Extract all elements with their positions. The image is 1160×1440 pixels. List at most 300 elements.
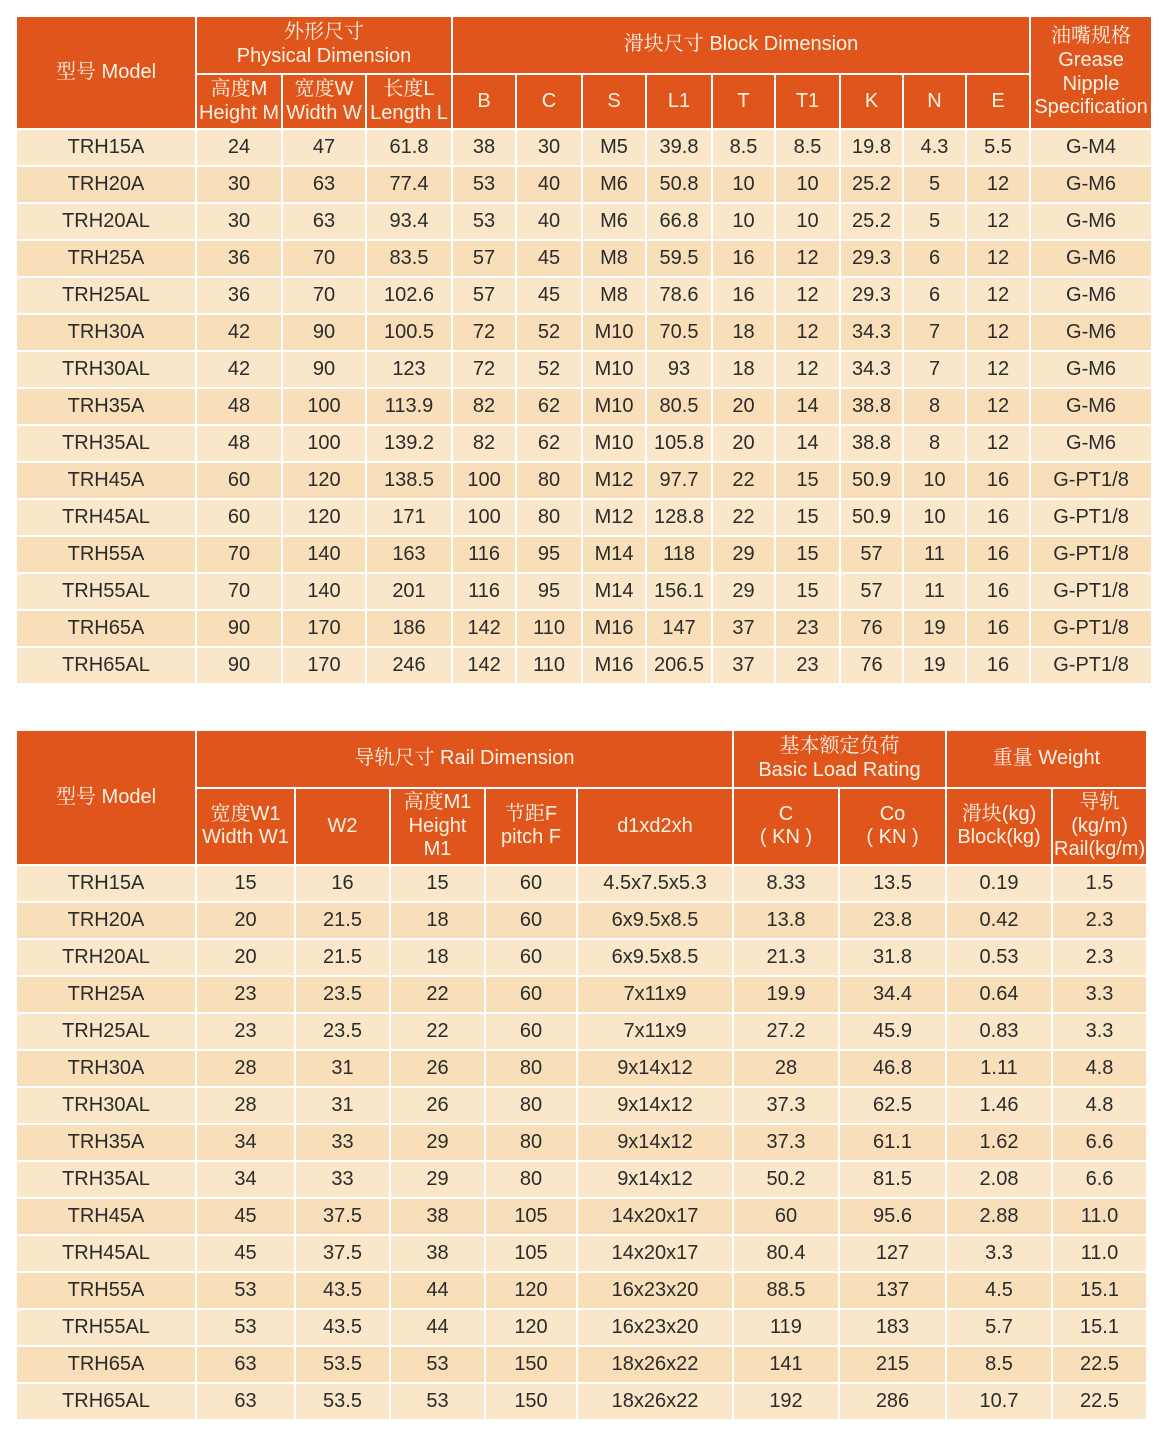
t1-physical-group-zh: 外形尺寸 bbox=[284, 21, 364, 44]
model-cell: TRH45A bbox=[16, 462, 196, 499]
value-cell: 45 bbox=[196, 1198, 295, 1235]
rail-dimension-table bbox=[15, 729, 1148, 1421]
value-cell: 116 bbox=[452, 536, 516, 573]
value-cell: 6 bbox=[903, 240, 966, 277]
value-cell: 90 bbox=[282, 351, 366, 388]
value-cell: 123 bbox=[366, 351, 452, 388]
value-cell: 110 bbox=[516, 610, 582, 647]
value-cell: 62 bbox=[516, 388, 582, 425]
value-cell: G-M6 bbox=[1030, 240, 1152, 277]
value-cell: M12 bbox=[582, 462, 646, 499]
value-cell: 82 bbox=[452, 425, 516, 462]
value-cell: 0.83 bbox=[946, 1013, 1052, 1050]
value-cell: G-PT1/8 bbox=[1030, 536, 1152, 573]
value-cell: 16 bbox=[966, 536, 1030, 573]
value-cell: 20 bbox=[196, 902, 295, 939]
model-cell: TRH30A bbox=[16, 314, 196, 351]
t2-col-rail-kgm: 导轨(kg/m) Rail(kg/m) bbox=[1052, 788, 1147, 865]
value-cell: 34 bbox=[196, 1124, 295, 1161]
t2-col-pitch-f: 节距F pitch F bbox=[485, 788, 577, 865]
value-cell: 43.5 bbox=[295, 1272, 390, 1309]
value-cell: 22.5 bbox=[1052, 1346, 1147, 1383]
value-cell: 80.4 bbox=[733, 1235, 839, 1272]
value-cell: 1.46 bbox=[946, 1087, 1052, 1124]
value-cell: 31 bbox=[295, 1050, 390, 1087]
value-cell: 140 bbox=[282, 536, 366, 573]
t1-col-l1: L1 bbox=[646, 74, 712, 129]
value-cell: 2.3 bbox=[1052, 939, 1147, 976]
table-row bbox=[16, 976, 1147, 1013]
value-cell: 53 bbox=[390, 1346, 485, 1383]
value-cell: 70.5 bbox=[646, 314, 712, 351]
value-cell: 171 bbox=[366, 499, 452, 536]
value-cell: 34.3 bbox=[840, 351, 903, 388]
value-cell: 63 bbox=[196, 1383, 295, 1420]
t1-col-s: S bbox=[582, 74, 646, 129]
value-cell: 18x26x22 bbox=[577, 1346, 733, 1383]
value-cell: 21.3 bbox=[733, 939, 839, 976]
value-cell: 37.5 bbox=[295, 1235, 390, 1272]
value-cell: 53.5 bbox=[295, 1383, 390, 1420]
value-cell: 52 bbox=[516, 351, 582, 388]
value-cell: M10 bbox=[582, 425, 646, 462]
value-cell: M10 bbox=[582, 351, 646, 388]
value-cell: 37 bbox=[712, 610, 775, 647]
value-cell: 100 bbox=[282, 425, 366, 462]
value-cell: 45 bbox=[516, 277, 582, 314]
value-cell: G-M4 bbox=[1030, 129, 1152, 166]
value-cell: 70 bbox=[282, 277, 366, 314]
value-cell: 60 bbox=[485, 865, 577, 902]
value-cell: 18 bbox=[390, 939, 485, 976]
model-cell: TRH20AL bbox=[16, 203, 196, 240]
value-cell: 29 bbox=[390, 1161, 485, 1198]
value-cell: M12 bbox=[582, 499, 646, 536]
value-cell: 23 bbox=[775, 647, 840, 684]
model-cell: TRH30A bbox=[16, 1050, 196, 1087]
model-cell: TRH55A bbox=[16, 536, 196, 573]
value-cell: 70 bbox=[196, 536, 282, 573]
t1-header-group-row bbox=[16, 16, 1152, 74]
value-cell: 192 bbox=[733, 1383, 839, 1420]
value-cell: 14x20x17 bbox=[577, 1198, 733, 1235]
value-cell: 1.62 bbox=[946, 1124, 1052, 1161]
model-cell: TRH20A bbox=[16, 166, 196, 203]
value-cell: 0.53 bbox=[946, 939, 1052, 976]
value-cell: 95 bbox=[516, 536, 582, 573]
value-cell: 25.2 bbox=[840, 166, 903, 203]
value-cell: M10 bbox=[582, 314, 646, 351]
value-cell: 60 bbox=[485, 939, 577, 976]
value-cell: 120 bbox=[485, 1272, 577, 1309]
table-row bbox=[16, 314, 1152, 351]
value-cell: 23 bbox=[196, 1013, 295, 1050]
value-cell: G-PT1/8 bbox=[1030, 462, 1152, 499]
table-row bbox=[16, 573, 1152, 610]
value-cell: 60 bbox=[485, 1013, 577, 1050]
value-cell: 4.8 bbox=[1052, 1087, 1147, 1124]
value-cell: 19 bbox=[903, 647, 966, 684]
value-cell: 150 bbox=[485, 1383, 577, 1420]
value-cell: 6 bbox=[903, 277, 966, 314]
value-cell: 9x14x12 bbox=[577, 1087, 733, 1124]
value-cell: 37.3 bbox=[733, 1087, 839, 1124]
value-cell: 7 bbox=[903, 351, 966, 388]
value-cell: 139.2 bbox=[366, 425, 452, 462]
value-cell: 40 bbox=[516, 166, 582, 203]
value-cell: 53.5 bbox=[295, 1346, 390, 1383]
value-cell: 38 bbox=[390, 1198, 485, 1235]
value-cell: 24 bbox=[196, 129, 282, 166]
value-cell: 30 bbox=[196, 166, 282, 203]
t1-grease-zh: 油嘴规格 bbox=[1051, 25, 1132, 48]
value-cell: 10 bbox=[903, 462, 966, 499]
value-cell: 29.3 bbox=[840, 240, 903, 277]
value-cell: 137 bbox=[839, 1272, 946, 1309]
value-cell: 26 bbox=[390, 1087, 485, 1124]
t1-model-header: 型号 Model bbox=[16, 16, 196, 129]
value-cell: 16 bbox=[966, 647, 1030, 684]
t1-physical-group-en: Physical Dimension bbox=[236, 45, 412, 67]
value-cell: G-PT1/8 bbox=[1030, 573, 1152, 610]
t1-col-b: B bbox=[452, 74, 516, 129]
value-cell: 20 bbox=[196, 939, 295, 976]
value-cell: 147 bbox=[646, 610, 712, 647]
value-cell: 4.5 bbox=[946, 1272, 1052, 1309]
value-cell: 23 bbox=[196, 976, 295, 1013]
value-cell: 10 bbox=[712, 203, 775, 240]
value-cell: 8.5 bbox=[775, 129, 840, 166]
value-cell: 12 bbox=[966, 314, 1030, 351]
value-cell: 141 bbox=[733, 1346, 839, 1383]
value-cell: 45.9 bbox=[839, 1013, 946, 1050]
value-cell: 33 bbox=[295, 1124, 390, 1161]
model-cell: TRH30AL bbox=[16, 1087, 196, 1124]
value-cell: 18 bbox=[390, 902, 485, 939]
value-cell: 47 bbox=[282, 129, 366, 166]
value-cell: 21.5 bbox=[295, 902, 390, 939]
table-row bbox=[16, 536, 1152, 573]
value-cell: 16 bbox=[966, 610, 1030, 647]
value-cell: 127 bbox=[839, 1235, 946, 1272]
value-cell: 16 bbox=[712, 277, 775, 314]
value-cell: 6x9.5x8.5 bbox=[577, 902, 733, 939]
t1-col-t1: T1 bbox=[775, 74, 840, 129]
value-cell: 11 bbox=[903, 536, 966, 573]
model-cell: TRH25A bbox=[16, 240, 196, 277]
value-cell: 29.3 bbox=[840, 277, 903, 314]
model-cell: TRH55AL bbox=[16, 573, 196, 610]
value-cell: 3.3 bbox=[1052, 976, 1147, 1013]
value-cell: 1.11 bbox=[946, 1050, 1052, 1087]
value-cell: 183 bbox=[839, 1309, 946, 1346]
value-cell: 19.9 bbox=[733, 976, 839, 1013]
value-cell: 42 bbox=[196, 314, 282, 351]
value-cell: 82 bbox=[452, 388, 516, 425]
value-cell: 95 bbox=[516, 573, 582, 610]
value-cell: 61.8 bbox=[366, 129, 452, 166]
value-cell: 110 bbox=[516, 647, 582, 684]
value-cell: 53 bbox=[196, 1272, 295, 1309]
value-cell: 37.3 bbox=[733, 1124, 839, 1161]
value-cell: 53 bbox=[390, 1383, 485, 1420]
value-cell: 13.8 bbox=[733, 902, 839, 939]
model-cell: TRH25A bbox=[16, 976, 196, 1013]
value-cell: 5 bbox=[903, 203, 966, 240]
value-cell: 15 bbox=[775, 462, 840, 499]
value-cell: M6 bbox=[582, 203, 646, 240]
value-cell: 14 bbox=[775, 388, 840, 425]
t2-col-height-m1: 高度M1 Height M1 bbox=[390, 788, 485, 865]
table-row bbox=[16, 277, 1152, 314]
value-cell: 33 bbox=[295, 1161, 390, 1198]
value-cell: 8.5 bbox=[712, 129, 775, 166]
value-cell: 102.6 bbox=[366, 277, 452, 314]
value-cell: 28 bbox=[196, 1087, 295, 1124]
value-cell: 50.9 bbox=[840, 499, 903, 536]
value-cell: 93.4 bbox=[366, 203, 452, 240]
value-cell: 120 bbox=[282, 462, 366, 499]
value-cell: 76 bbox=[840, 647, 903, 684]
value-cell: 12 bbox=[966, 425, 1030, 462]
t2-col-block-kg: 滑块(kg) Block(kg) bbox=[946, 788, 1052, 865]
value-cell: 37.5 bbox=[295, 1198, 390, 1235]
value-cell: 97.7 bbox=[646, 462, 712, 499]
value-cell: 120 bbox=[282, 499, 366, 536]
table-row bbox=[16, 1198, 1147, 1235]
value-cell: 22 bbox=[390, 976, 485, 1013]
value-cell: 100 bbox=[452, 462, 516, 499]
table-row bbox=[16, 902, 1147, 939]
value-cell: 206.5 bbox=[646, 647, 712, 684]
value-cell: 19.8 bbox=[840, 129, 903, 166]
value-cell: 21.5 bbox=[295, 939, 390, 976]
value-cell: 119 bbox=[733, 1309, 839, 1346]
value-cell: 22 bbox=[712, 499, 775, 536]
value-cell: 60 bbox=[196, 462, 282, 499]
value-cell: 215 bbox=[839, 1346, 946, 1383]
value-cell: 8 bbox=[903, 425, 966, 462]
value-cell: 31.8 bbox=[839, 939, 946, 976]
value-cell: 113.9 bbox=[366, 388, 452, 425]
value-cell: 93 bbox=[646, 351, 712, 388]
value-cell: 150 bbox=[485, 1346, 577, 1383]
value-cell: 20 bbox=[712, 425, 775, 462]
value-cell: 34.4 bbox=[839, 976, 946, 1013]
value-cell: 8.33 bbox=[733, 865, 839, 902]
table-row bbox=[16, 939, 1147, 976]
t1-col-width-w: 宽度W Width W bbox=[282, 74, 366, 129]
table-row bbox=[16, 1309, 1147, 1346]
value-cell: 48 bbox=[196, 425, 282, 462]
model-cell: TRH30AL bbox=[16, 351, 196, 388]
value-cell: 16x23x20 bbox=[577, 1309, 733, 1346]
value-cell: M8 bbox=[582, 240, 646, 277]
value-cell: 72 bbox=[452, 314, 516, 351]
model-cell: TRH35A bbox=[16, 1124, 196, 1161]
value-cell: 142 bbox=[452, 647, 516, 684]
table-row bbox=[16, 203, 1152, 240]
value-cell: 19 bbox=[903, 610, 966, 647]
value-cell: 12 bbox=[966, 351, 1030, 388]
table-row bbox=[16, 425, 1152, 462]
t2-rail-dimension-group-header: 导轨尺寸 Rail Dimension bbox=[196, 730, 733, 788]
value-cell: G-M6 bbox=[1030, 203, 1152, 240]
value-cell: 16x23x20 bbox=[577, 1272, 733, 1309]
value-cell: 116 bbox=[452, 573, 516, 610]
model-cell: TRH25AL bbox=[16, 1013, 196, 1050]
t1-grease-en1: Grease Nipple bbox=[1058, 48, 1124, 95]
value-cell: 18 bbox=[712, 314, 775, 351]
value-cell: 81.5 bbox=[839, 1161, 946, 1198]
value-cell: 34 bbox=[196, 1161, 295, 1198]
value-cell: 62 bbox=[516, 425, 582, 462]
value-cell: 80 bbox=[485, 1050, 577, 1087]
value-cell: 70 bbox=[196, 573, 282, 610]
value-cell: 246 bbox=[366, 647, 452, 684]
model-cell: TRH15A bbox=[16, 865, 196, 902]
value-cell: 4.5x7.5x5.3 bbox=[577, 865, 733, 902]
model-cell: TRH65AL bbox=[16, 647, 196, 684]
table-row bbox=[16, 1013, 1147, 1050]
model-cell: TRH35A bbox=[16, 388, 196, 425]
value-cell: 39.8 bbox=[646, 129, 712, 166]
value-cell: 12 bbox=[966, 388, 1030, 425]
table-row bbox=[16, 462, 1152, 499]
value-cell: 60 bbox=[733, 1198, 839, 1235]
value-cell: 77.4 bbox=[366, 166, 452, 203]
value-cell: 10 bbox=[775, 166, 840, 203]
value-cell: 16 bbox=[295, 865, 390, 902]
value-cell: 15 bbox=[390, 865, 485, 902]
value-cell: 118 bbox=[646, 536, 712, 573]
value-cell: M16 bbox=[582, 610, 646, 647]
value-cell: 29 bbox=[712, 536, 775, 573]
block-dimension-table bbox=[15, 15, 1153, 685]
value-cell: M8 bbox=[582, 277, 646, 314]
table-row bbox=[16, 1235, 1147, 1272]
model-cell: TRH25AL bbox=[16, 277, 196, 314]
value-cell: 16 bbox=[966, 573, 1030, 610]
value-cell: G-M6 bbox=[1030, 314, 1152, 351]
value-cell: G-PT1/8 bbox=[1030, 647, 1152, 684]
table-row bbox=[16, 499, 1152, 536]
value-cell: 3.3 bbox=[946, 1235, 1052, 1272]
model-cell: TRH20A bbox=[16, 902, 196, 939]
t1-col-k: K bbox=[840, 74, 903, 129]
value-cell: 44 bbox=[390, 1272, 485, 1309]
t2-weight-group-header: 重量 Weight bbox=[946, 730, 1147, 788]
value-cell: 80 bbox=[485, 1124, 577, 1161]
value-cell: 27.2 bbox=[733, 1013, 839, 1050]
model-cell: TRH55A bbox=[16, 1272, 196, 1309]
t1-col-c: C bbox=[516, 74, 582, 129]
model-cell: TRH45AL bbox=[16, 1235, 196, 1272]
value-cell: 23.8 bbox=[839, 902, 946, 939]
value-cell: 16 bbox=[966, 499, 1030, 536]
value-cell: 14 bbox=[775, 425, 840, 462]
t2-col-co-kn: Co ( KN ) bbox=[839, 788, 946, 865]
value-cell: 12 bbox=[775, 277, 840, 314]
value-cell: 15 bbox=[775, 499, 840, 536]
value-cell: G-M6 bbox=[1030, 166, 1152, 203]
value-cell: 38 bbox=[390, 1235, 485, 1272]
t1-grease-nipple-header bbox=[1030, 16, 1152, 129]
value-cell: 53 bbox=[452, 166, 516, 203]
t2-model-header: 型号 Model bbox=[16, 730, 196, 865]
value-cell: M10 bbox=[582, 388, 646, 425]
value-cell: 105 bbox=[485, 1235, 577, 1272]
value-cell: G-M6 bbox=[1030, 277, 1152, 314]
model-cell: TRH15A bbox=[16, 129, 196, 166]
value-cell: 170 bbox=[282, 647, 366, 684]
value-cell: 26 bbox=[390, 1050, 485, 1087]
t2-load-group-en: Basic Load Rating bbox=[758, 759, 921, 781]
model-cell: TRH65A bbox=[16, 1346, 196, 1383]
value-cell: 7x11x9 bbox=[577, 976, 733, 1013]
model-cell: TRH45A bbox=[16, 1198, 196, 1235]
t2-basic-load-group-header bbox=[733, 730, 946, 788]
value-cell: 201 bbox=[366, 573, 452, 610]
value-cell: 186 bbox=[366, 610, 452, 647]
value-cell: 44 bbox=[390, 1309, 485, 1346]
value-cell: 80 bbox=[485, 1087, 577, 1124]
value-cell: 90 bbox=[196, 610, 282, 647]
value-cell: 138.5 bbox=[366, 462, 452, 499]
value-cell: 45 bbox=[196, 1235, 295, 1272]
value-cell: G-M6 bbox=[1030, 351, 1152, 388]
value-cell: 53 bbox=[196, 1309, 295, 1346]
value-cell: 60 bbox=[485, 902, 577, 939]
value-cell: 90 bbox=[196, 647, 282, 684]
value-cell: 66.8 bbox=[646, 203, 712, 240]
table-row bbox=[16, 240, 1152, 277]
value-cell: 76 bbox=[840, 610, 903, 647]
value-cell: 1.5 bbox=[1052, 865, 1147, 902]
t2-header-group-row bbox=[16, 730, 1147, 788]
model-cell: TRH45AL bbox=[16, 499, 196, 536]
t2-body bbox=[16, 865, 1147, 1420]
value-cell: 10 bbox=[903, 499, 966, 536]
value-cell: 34.3 bbox=[840, 314, 903, 351]
table-row bbox=[16, 129, 1152, 166]
value-cell: 0.42 bbox=[946, 902, 1052, 939]
value-cell: 142 bbox=[452, 610, 516, 647]
value-cell: 286 bbox=[839, 1383, 946, 1420]
value-cell: 22 bbox=[712, 462, 775, 499]
table-row bbox=[16, 610, 1152, 647]
value-cell: G-PT1/8 bbox=[1030, 499, 1152, 536]
value-cell: G-M6 bbox=[1030, 388, 1152, 425]
value-cell: 88.5 bbox=[733, 1272, 839, 1309]
table-row bbox=[16, 1161, 1147, 1198]
t2-col-width-w1: 宽度W1 Width W1 bbox=[196, 788, 295, 865]
value-cell: G-PT1/8 bbox=[1030, 610, 1152, 647]
value-cell: 15 bbox=[775, 573, 840, 610]
table-row bbox=[16, 166, 1152, 203]
value-cell: 11 bbox=[903, 573, 966, 610]
value-cell: 80.5 bbox=[646, 388, 712, 425]
value-cell: 61.1 bbox=[839, 1124, 946, 1161]
value-cell: 60 bbox=[196, 499, 282, 536]
value-cell: 6.6 bbox=[1052, 1161, 1147, 1198]
value-cell: 12 bbox=[775, 240, 840, 277]
value-cell: 59.5 bbox=[646, 240, 712, 277]
value-cell: 29 bbox=[712, 573, 775, 610]
value-cell: 14x20x17 bbox=[577, 1235, 733, 1272]
value-cell: 23.5 bbox=[295, 1013, 390, 1050]
value-cell: 50.8 bbox=[646, 166, 712, 203]
